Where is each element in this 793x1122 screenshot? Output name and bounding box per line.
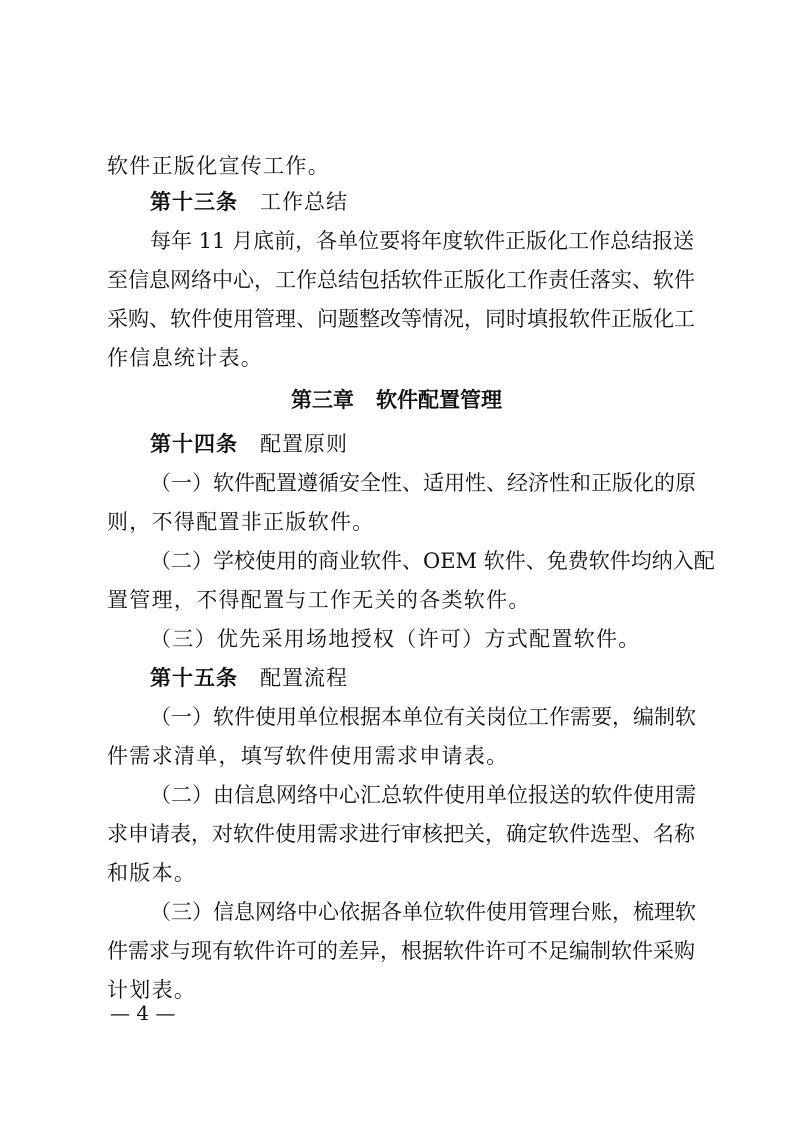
article-number: 第十三条	[150, 190, 238, 214]
paragraph-line: 软件正版化宣传工作。	[107, 154, 330, 178]
article-title: 配置原则	[260, 432, 348, 456]
page-number: — 4 —	[110, 1001, 176, 1025]
paragraph-line: 件需求与现有软件许可的差异，根据软件许可不足编制软件采购	[107, 939, 695, 963]
paragraph-line: 件需求清单，填写软件使用需求申请表。	[107, 744, 509, 768]
paragraph-line: （二）由信息网络中心汇总软件使用单位报送的软件使用需	[150, 783, 696, 807]
paragraph-line: （一）软件配置遵循安全性、适用性、经济性和正版化的原	[150, 471, 696, 495]
paragraph-line: 则，不得配置非正版软件。	[107, 510, 375, 534]
paragraph-line: 求申请表，对软件使用需求进行审核把关，确定软件选型、名称	[107, 822, 695, 846]
article-number: 第十五条	[150, 666, 238, 690]
paragraph-line: 和版本。	[107, 861, 197, 885]
article-14-heading	[150, 426, 348, 462]
paragraph-line: 至信息网络中心，工作总结包括软件正版化工作责任落实、软件	[107, 268, 695, 292]
paragraph-line: 每年 11 月底前，各单位要将年度软件正版化工作总结报送	[150, 229, 695, 253]
article-number: 第十四条	[150, 432, 238, 456]
paragraph-line: 置管理，不得配置与工作无关的各类软件。	[107, 588, 531, 612]
paragraph-line: （三）优先采用场地授权（许可）方式配置软件。	[150, 627, 641, 651]
paragraph-line: （一）软件使用单位根据本单位有关岗位工作需要，编制软	[150, 705, 696, 729]
article-title: 配置流程	[260, 666, 348, 690]
article-13-heading	[150, 184, 348, 220]
paragraph-line: （三）信息网络中心依据各单位软件使用管理台账，梳理软	[150, 900, 696, 924]
article-15-heading	[150, 660, 348, 696]
chapter-number: 第三章	[291, 388, 354, 412]
paragraph-line: 计划表。	[107, 978, 197, 1002]
article-title: 工作总结	[260, 190, 348, 214]
paragraph-line: 采购、软件使用管理、问题整改等情况，同时填报软件正版化工	[107, 307, 695, 331]
chapter-heading	[0, 382, 793, 418]
paragraph-line: 作信息统计表。	[107, 346, 264, 370]
chapter-title: 软件配置管理	[376, 388, 502, 412]
paragraph-line: （二）学校使用的商业软件、OEM 软件、免费软件均纳入配	[150, 549, 715, 573]
